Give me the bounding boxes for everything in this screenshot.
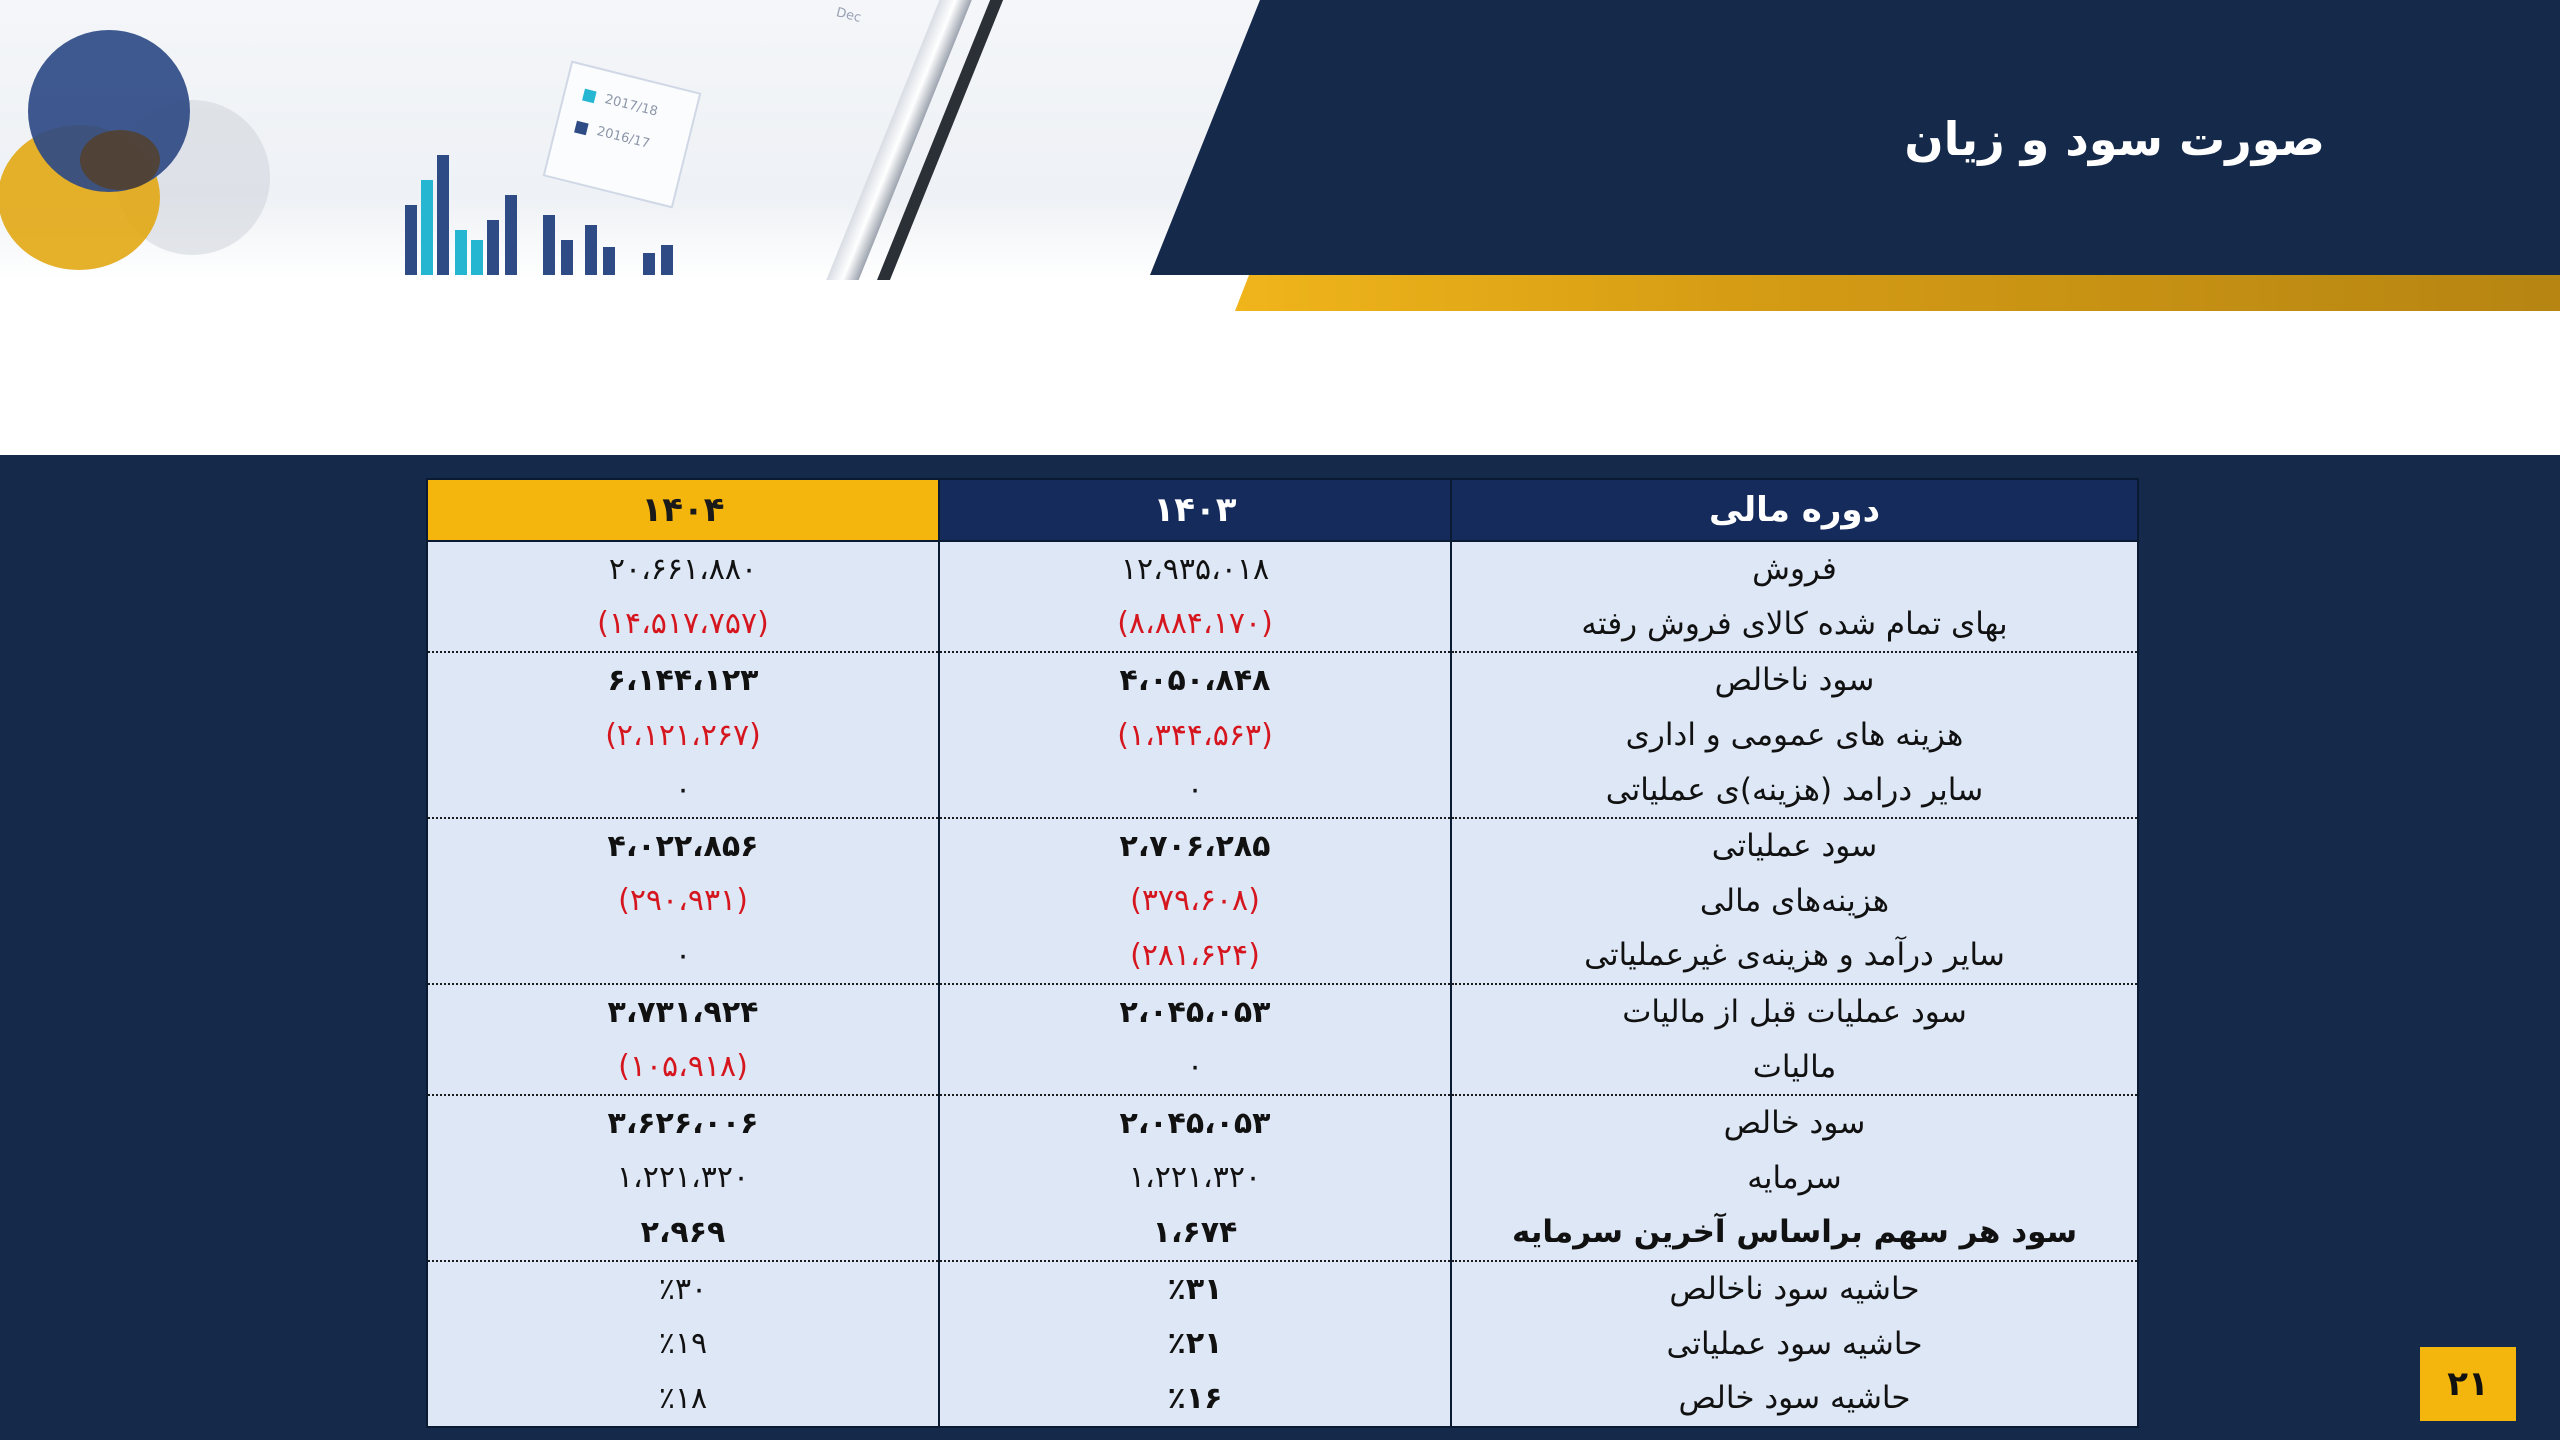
cell-1404: ۳،۶۲۶،۰۰۶	[427, 1095, 939, 1151]
table-row	[427, 1151, 2138, 1206]
cell-1404: ۴،۰۲۲،۸۵۶	[427, 818, 939, 874]
legend-swatch	[574, 121, 589, 136]
decor-bar	[437, 155, 449, 275]
decor-bar	[421, 180, 433, 275]
cell-1404: ٪۱۹	[427, 1316, 939, 1371]
decor-bar	[455, 230, 467, 275]
decor-bar	[487, 220, 499, 275]
cell-1404: ۳،۷۳۱،۹۲۴	[427, 984, 939, 1040]
cell-1403: ۱،۶۷۴	[939, 1205, 1451, 1261]
cell-1404: ۱،۲۲۱،۳۲۰	[427, 1151, 939, 1206]
row-label: هزینه های عمومی و اداری	[1451, 708, 2138, 763]
cell-1404: ٪۱۸	[427, 1371, 939, 1427]
row-label: حاشیه سود عملیاتی	[1451, 1316, 2138, 1371]
page-number-badge: ۲۱	[2420, 1347, 2516, 1421]
cell-1403: (۳۷۹،۶۰۸)	[939, 874, 1451, 929]
table-row	[427, 1371, 2138, 1427]
table-row	[427, 597, 2138, 653]
row-label: حاشیه سود خالص	[1451, 1371, 2138, 1427]
cell-1403: ۴،۰۵۰،۸۴۸	[939, 652, 1451, 708]
legend-label: 2017/18	[603, 92, 660, 120]
cell-1403: (۱،۳۴۴،۵۶۳)	[939, 708, 1451, 763]
cell-1403: ۰	[939, 1039, 1451, 1095]
cell-1404: ۶،۱۴۴،۱۲۳	[427, 652, 939, 708]
cell-1403: ۲،۰۴۵،۰۵۳	[939, 984, 1451, 1040]
table-row	[427, 1261, 2138, 1317]
decor-bar	[405, 205, 417, 275]
income-statement-table	[426, 478, 2133, 1428]
decor-bar	[661, 245, 673, 275]
cell-1403: ۲،۰۴۵،۰۵۳	[939, 1095, 1451, 1151]
cell-1404: (۱۰۵،۹۱۸)	[427, 1039, 939, 1095]
legend-swatch	[582, 89, 597, 104]
cell-1404: (۱۴،۵۱۷،۷۵۷)	[427, 597, 939, 653]
header-fiscal-period: دوره مالی	[1451, 479, 2138, 541]
row-label: سود هر سهم براساس آخرین سرمایه	[1451, 1205, 2138, 1261]
table-row	[427, 1095, 2138, 1151]
cell-1404: ٪۳۰	[427, 1261, 939, 1317]
cell-1404: ۲۰،۶۶۱،۸۸۰	[427, 541, 939, 597]
decor-axis-label: Dec	[834, 5, 863, 26]
cell-1404: (۲۹۰،۹۳۱)	[427, 874, 939, 929]
row-label: سایر درامد (هزینه)ی عملیاتی	[1451, 762, 2138, 818]
cell-1403: ۲،۷۰۶،۲۸۵	[939, 818, 1451, 874]
header-photo	[0, 0, 1280, 280]
header-banner	[0, 0, 2560, 455]
cell-1403: ٪۳۱	[939, 1261, 1451, 1317]
table-row	[427, 652, 2138, 708]
row-label: سود عملیاتی	[1451, 818, 2138, 874]
legend-label: 2016/17	[595, 124, 652, 152]
gold-stripe	[1235, 275, 2560, 311]
table-row	[427, 1205, 2138, 1261]
row-label: هزینه‌های مالی	[1451, 874, 2138, 929]
cell-1404: ۲،۹۶۹	[427, 1205, 939, 1261]
title-panel	[1150, 0, 2560, 275]
cell-1403: ۱،۲۲۱،۳۲۰	[939, 1151, 1451, 1206]
table-row	[427, 1316, 2138, 1371]
cell-1403: ۱۲،۹۳۵،۰۱۸	[939, 541, 1451, 597]
decor-bar	[585, 225, 597, 275]
cell-1403: (۸،۸۸۴،۱۷۰)	[939, 597, 1451, 653]
decor-bar	[643, 253, 655, 275]
row-label: فروش	[1451, 541, 2138, 597]
decor-bar	[505, 195, 517, 275]
header-year-1404: ۱۴۰۴	[427, 479, 939, 541]
row-label: سود عملیات قبل از مالیات	[1451, 984, 2138, 1040]
row-label: سرمایه	[1451, 1151, 2138, 1206]
cell-1404: (۲،۱۲۱،۲۶۷)	[427, 708, 939, 763]
header-year-1403: ۱۴۰۳	[939, 479, 1451, 541]
table-header-row	[427, 479, 2138, 541]
row-label: بهای تمام شده کالای فروش رفته	[1451, 597, 2138, 653]
decor-bar	[471, 240, 483, 275]
table-row	[427, 874, 2138, 929]
cell-1403: ٪۲۱	[939, 1316, 1451, 1371]
cell-1404: ۰	[427, 928, 939, 984]
row-label: سود ناخالص	[1451, 652, 2138, 708]
row-label: حاشیه سود ناخالص	[1451, 1261, 2138, 1317]
decor-bar	[603, 247, 615, 275]
row-label: سود خالص	[1451, 1095, 2138, 1151]
decor-bar	[543, 215, 555, 275]
cell-1403: (۲۸۱،۶۲۴)	[939, 928, 1451, 984]
table-row	[427, 1039, 2138, 1095]
cell-1403: ٪۱۶	[939, 1371, 1451, 1427]
row-label: مالیات	[1451, 1039, 2138, 1095]
table-row	[427, 541, 2138, 597]
table-row	[427, 708, 2138, 763]
table-row	[427, 762, 2138, 818]
cell-1404: ۰	[427, 762, 939, 818]
table-row	[427, 984, 2138, 1040]
table-row	[427, 818, 2138, 874]
slide-title: صورت سود و زیان	[1904, 112, 2325, 166]
decor-circle-overlap	[80, 130, 160, 190]
decor-bar	[561, 240, 573, 275]
row-label: سایر درآمد و هزینه‌ی غیرعملیاتی	[1451, 928, 2138, 984]
cell-1403: ۰	[939, 762, 1451, 818]
table-row	[427, 928, 2138, 984]
